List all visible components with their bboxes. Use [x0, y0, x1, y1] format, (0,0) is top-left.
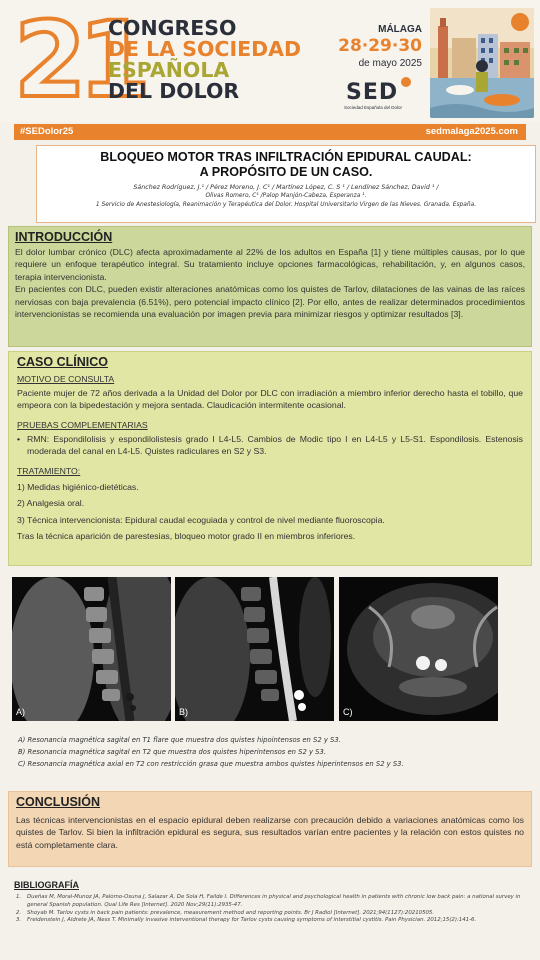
bibliography-heading: BIBLIOGRAFÍA — [14, 880, 79, 890]
tratamiento-heading: TRATAMIENTO: — [17, 465, 81, 476]
caption-c: C) Resonancia magnética axial en T2 con restricción grasa que muestra ambos quistes hiperintensos en S2 y S3. — [18, 760, 404, 768]
reference-item: 2. Shoyab M. Tarlov cysts in back pain patients: prevalence, measurement method and reporting points. Br J Radiol [Internet]. 2021;94(1127):20210505. — [16, 909, 435, 916]
reference-item: 1. Dueñas M, Moral-Munoz JA, Palomo-Osuna J, Salazar A, De Sola H, Failde I. Differences in physical and psychological health in patients with chronic low back pain: a national survey in general Spanish population. Qual Life Res [Internet]. 2020 Nov;29(11):2935-47. — [16, 894, 521, 908]
motivo-heading: MOTIVO DE CONSULTA — [17, 374, 115, 384]
city: MÁLAGA — [378, 24, 422, 35]
pruebas-heading: PRUEBAS COMPLEMENTARIAS — [17, 419, 148, 430]
dates: 28·29·30 — [338, 36, 422, 56]
bullet-icon: • — [17, 433, 21, 444]
sed-logo-dot — [401, 77, 411, 87]
intro-paragraph-2: En pacientes con DLC, pueden existir alteraciones anatómicas como los quistes de Tarlov, dilataciones de las vainas de las raíces nerviosas con baja prevalencia (6.51%), pero potencial impacto clínico [2]. Por ello, antes de realizar determinados procedimientos intervencionistas se recomienda una evaluación por imagen previa para minimizar riesgos y optimizar resultados [3]. — [15, 284, 525, 320]
intro-section — [8, 226, 532, 347]
mri-image-b — [175, 577, 334, 721]
tratamiento-item: 1) Medidas higiénico-dietéticas. — [17, 481, 139, 492]
sed-logo: SED — [346, 80, 399, 105]
caption-b: B) Resonancia magnética sagital en T2 que muestra dos quistes hiperintensos en S2 y S3. — [18, 748, 326, 756]
pruebas-text: RMN: Espondilolisis y espondilolistesis grado I L4-L5. Cambios de Modic tipo I en L4-L5 y L5-S1. Espondilosis. Estenosis moderada del canal en L4-L5. Quistes radiculares en S2 y S3. — [27, 433, 523, 457]
authors-line1: Sánchez Rodríguez, J.¹ / Pérez Moreno, J. C¹ / Martínez López, C. S ¹ / Lendínez Sánchez, David ¹ / — [133, 184, 439, 191]
poster-header — [0, 0, 540, 122]
image-label-b: B) — [179, 707, 188, 717]
mri-image-c — [339, 577, 498, 721]
tratamiento-item: 3) Técnica intervencionista: Epidural caudal ecoguiada y control de nivel mediante fluoroscopia. — [17, 514, 385, 525]
reference-item: 3. Freidenstein J, Aldrete JA, Ness T. Minimally invasive interventional therapy for Tarlov cysts causing symptoms of interstitial cystitis. Pain Physician. 2012;15(2):141-6. — [16, 917, 477, 924]
intro-paragraph-1: El dolor lumbar crónico (DLC) afecta aproximadamente al 22% de los adultos en España [1] y tiene múltiples causas, por lo que requiere un enfoque terapéutico integral. Su tratamiento incluye opciones farmacológicas, rehabilitación, y, en algunos casos, terapia intervencionista. — [15, 247, 525, 282]
case-outcome: Tras la técnica aparición de parestesias, bloqueo motor grado II en miembros inferiores. — [17, 531, 356, 542]
conclusion-section — [8, 791, 532, 867]
month-year: de mayo 2025 — [358, 58, 422, 69]
poster-title-line2: A PROPÓSITO DE UN CASO. — [199, 165, 373, 179]
tratamiento-item: 2) Analgesia oral. — [17, 498, 85, 509]
website-link[interactable]: sedmalaga2025.com — [425, 126, 518, 137]
image-label-a: A) — [16, 707, 25, 717]
case-section — [8, 351, 532, 566]
conclusion-heading: CONCLUSIÓN — [16, 795, 101, 809]
authors-line2: Olivas Romero, C¹ /Palop Manjón-Cabeza, Esperanza ¹. — [205, 193, 367, 199]
poster-title-line1: BLOQUEO MOTOR TRAS INFILTRACIÓN EPIDURAL CAUDAL: — [100, 150, 472, 164]
image-captions — [18, 734, 528, 770]
congress-name: CONGRESO DE LA SOCIEDAD ESPAÑOLA DEL DOLOR — [108, 16, 301, 103]
image-label-c: C) — [343, 707, 353, 717]
case-heading: CASO CLÍNICO — [17, 355, 108, 369]
society-name: Sociedad Española del Dolor — [344, 105, 403, 110]
mri-image-a — [12, 577, 171, 721]
motivo-text: Paciente mujer de 72 años derivada a la Unidad del Dolor por DLC con irradiación a miembro inferior derecho hasta el tobillo, que empeora con la bipedestación y mejora sentada. Claudicación intermitente ocasional. — [17, 388, 523, 411]
hashtag-band — [14, 124, 526, 140]
hashtag: #SEDolor25 — [20, 126, 74, 137]
congress-number: 21 — [14, 0, 143, 121]
pruebas-item — [17, 433, 523, 458]
caption-a: A) Resonancia magnética sagital en T1 flare que muestra dos quistes hipointensos en S2 y S3. — [18, 736, 341, 744]
malaga-illustration — [430, 8, 534, 118]
title-box — [36, 145, 536, 223]
bibliography-section — [14, 879, 530, 925]
conclusion-text: Las técnicas intervencionistas en el espacio epidural deben realizarse con precaución debido a variaciones anatómicas como los quistes de Tarlov. Si bien la infiltración epidural es segura, sus resultados varían entre pacientes y la relación con estos quistes no está completamente clara. — [16, 815, 524, 850]
affiliation: 1 Servicio de Anestesiología, Reanimación y Terapéutica del Dolor. Hospital Universitario Virgen de las Nieves. Granada. España. — [95, 202, 477, 208]
intro-heading: INTRODUCCIÓN — [15, 230, 113, 244]
